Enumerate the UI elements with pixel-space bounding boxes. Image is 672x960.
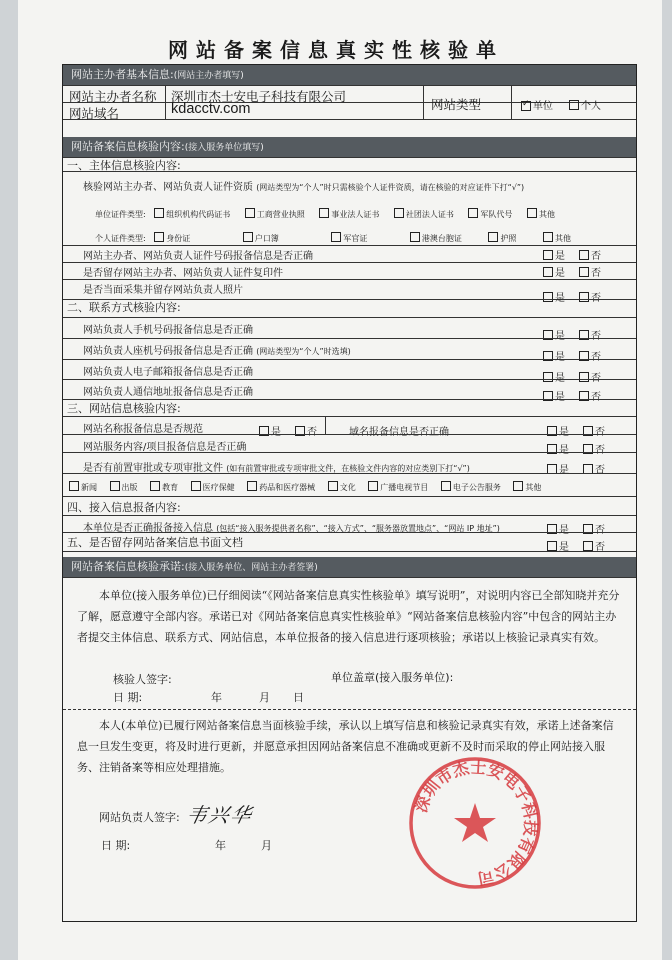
unit-doc-types: 单位证件类型: 组织机构代码证书 工商营业执照 事业法人证书 社团法人证书 军队代号 其他 (95, 210, 555, 219)
section-2-title: 二、联系方式核验内容: (67, 301, 181, 314)
verifier-signature-label: 核验人签字: (113, 673, 172, 686)
section-3-title: 三、网站信息核验内容: (67, 402, 181, 415)
verify-header-label: 网站备案信息核验内容: (71, 140, 185, 153)
domain-value: kdacctv.com (171, 101, 251, 117)
section-4-title: 四、接入信息报备内容: (67, 501, 181, 514)
q-domain-options: 是 否 (547, 423, 605, 438)
date-label-2: 日 期: (101, 839, 131, 852)
site-type-person-option: 个人 (569, 97, 601, 112)
date-year-1: 年 (211, 691, 222, 704)
q-landline-options: 是 否 (543, 348, 601, 363)
q-site-name-options: 是 否 (259, 423, 317, 438)
date-month-1: 月 (259, 691, 270, 704)
q-document-options: 是 否 (547, 538, 605, 553)
q-id-number: 网站主办者、网站负责人证件号码报备信息是否正确 (83, 251, 313, 262)
seal-text: 深圳市杰士安电子科技有限公司 (411, 757, 541, 889)
q-address: 网站负责人通信地址报备信息是否正确 (83, 387, 253, 398)
q-id-number-options: 是 否 (543, 247, 601, 262)
verification-form (62, 64, 637, 922)
basic-header-label: 网站主办者基本信息: (71, 68, 174, 81)
commitment-paragraph-1: 本单位(接入服务单位)已仔细阅读“《网站备案信息真实性核验单》填写说明”，对说明内容已全部知晓并充分了解，愿意遵守全部内容。承诺已对《网站备案信息真实性核验单》“网站备案信息核验内容”中包含的网站主办者提交主体信息、联系方式、网站信息，本单位报备的接入信息进行逐项核验；承诺以上核验记录真实有效。 (77, 589, 620, 644)
q-mobile-options: 是 否 (543, 327, 601, 342)
domain-label: 网站域名 (69, 107, 120, 121)
q-photo-options: 是 否 (543, 289, 601, 304)
q-domain: 域名报备信息是否正确 (349, 427, 449, 438)
commitment-paragraph-2: 本人(本单位)已履行网站备案信息当面核验手续，承认以上填写信息和核验记录真实有效，承诺上述备案信息一旦发生变更，将及时进行更新，并愿意承担因网站备案信息不准确或更新不及时而采取的停止网站接入服务、注销备案等相应处理措施。 (77, 719, 614, 774)
section-1-title: 一、主体信息核验内容: (67, 159, 181, 172)
person-checkbox (569, 100, 579, 110)
commit-header-sub: (接入服务单位、网站主办者签署) (184, 563, 318, 573)
company-seal (407, 755, 543, 891)
responsible-signature-label: 网站负责人签字: (99, 811, 180, 824)
commit-header (63, 557, 636, 577)
commit-header-label: 网站备案信息核验承诺: (71, 560, 185, 573)
date-day-1: 日 (293, 691, 304, 704)
unit-stamp-label: 单位盖章(接入服务单位): (331, 671, 454, 684)
date-label-1: 日 期: (113, 691, 143, 704)
sponsor-name-value: 深圳市杰士安电子科技有限公司 (171, 90, 347, 104)
site-type-unit-option: ✓ 单位 (521, 97, 553, 112)
q-access-options: 是 否 (547, 521, 605, 536)
q-landline: 网站负责人座机号码报备信息是否正确 (网站类型为“个人”时选填) (83, 346, 351, 357)
q-copy-options: 是 否 (543, 264, 601, 279)
person-doc-types: 个人证件类型: 身份证 户口簿 军官证 港澳台胞证 护照 其他 (95, 234, 571, 243)
unit-checked-box (521, 101, 531, 111)
q-access-info: 本单位是否正确报备接入信息 (包括“接入服务提供者名称”、“接入方式”、“服务器放置地点”、“网站 IP 地址”) (83, 523, 500, 534)
date-year-2: 年 (215, 839, 226, 852)
basic-header-sub: (网站主办者填写) (173, 71, 244, 81)
basic-info-header (63, 65, 636, 85)
q-email: 网站负责人电子邮箱报备信息是否正确 (83, 367, 253, 378)
seal-star-icon (454, 803, 496, 842)
q-approval-options: 是 否 (547, 461, 605, 476)
q-email-options: 是 否 (543, 369, 601, 384)
q-site-name: 网站名称报备信息是否规范 (83, 424, 203, 435)
page-title: 网站备案信息真实性核验单 (168, 38, 504, 62)
handwritten-signature: 韦兴华 (184, 803, 256, 827)
date-month-2: 月 (261, 839, 272, 852)
q-mobile: 网站负责人手机号码报备信息是否正确 (83, 325, 253, 336)
doc-check-desc: 核验网站主办者、网站负责人证件资质 (网站类型为“个人”时只需核验个人证件资质，请在核验的对应证件下打“√”) (83, 182, 525, 193)
q-service-options: 是 否 (547, 441, 605, 456)
verify-header-sub: (接入服务单位填写) (184, 143, 264, 153)
q-copy-retained: 是否留存网站主办者、网站负责人证件复印件 (83, 268, 283, 279)
section-5-title: 五、是否留存网站备案信息书面文档 (67, 536, 243, 549)
verify-header (63, 137, 636, 157)
sponsor-name-label: 网站主办者名称 (69, 90, 157, 104)
approval-categories: 新闻 出版 教育 医疗保健 药品和医疗器械 文化 广播电视节目 电子公告服务 其他 (69, 481, 541, 493)
site-type-label: 网站类型 (431, 98, 482, 112)
q-address-options: 是 否 (543, 388, 601, 403)
q-approval: 是否有前置审批或专项审批文件 (如有前置审批或专项审批文件，在核验文件内容的对应类别下打“√”) (83, 463, 470, 474)
q-photo: 是否当面采集并留存网站负责人照片 (83, 285, 243, 296)
q-service: 网站服务内容/项目报备信息是否正确 (83, 442, 247, 453)
